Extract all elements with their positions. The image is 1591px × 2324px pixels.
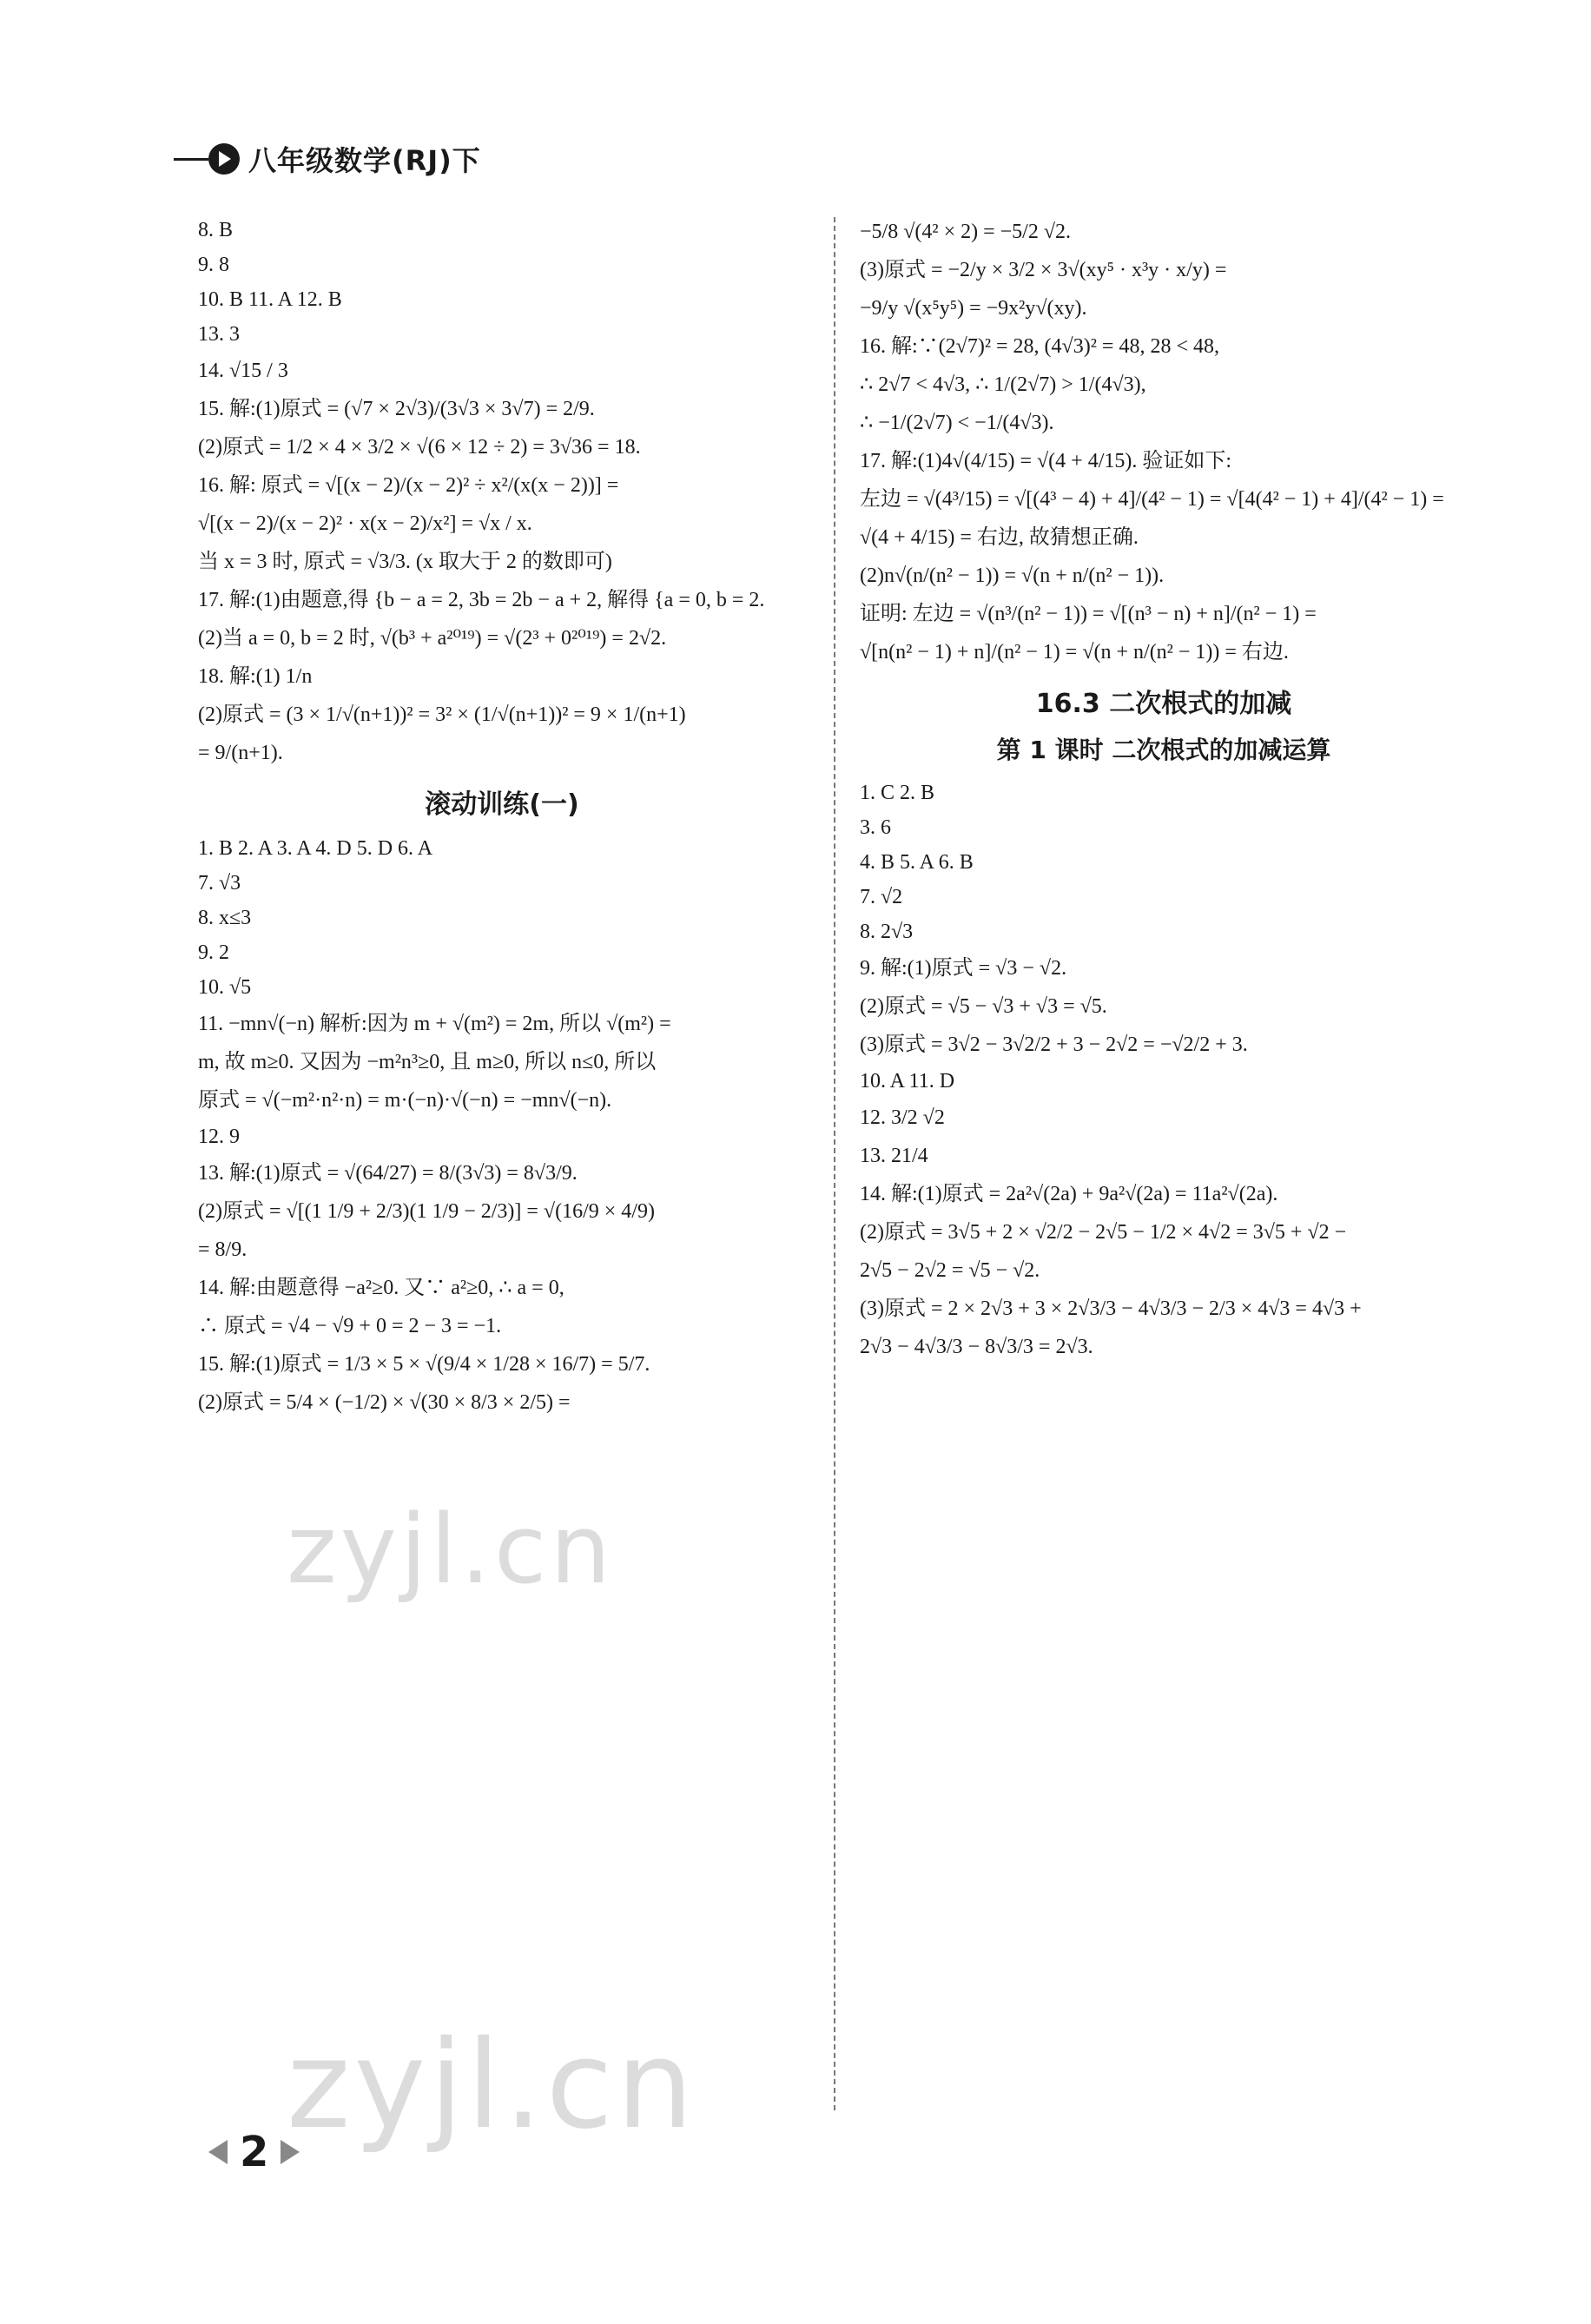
answer-item: m, 故 m≥0. 又因为 −m²n³≥0, 且 m≥0, 所以 n≤0, 所以: [198, 1051, 657, 1073]
answer-item: 18. 解:(1) 1/n: [198, 665, 313, 688]
answer-item: 14. 解:(1)原式 = 2a²√(2a) + 9a²√(2a) = 11a²√(2a).: [860, 1183, 1278, 1205]
section-title: 16.3 二次根式的加减: [1035, 689, 1292, 719]
answer-item: 11. −mn√(−n) 解析:因为 m + √(m²) = 2m, 所以 √(m²) =: [198, 1013, 671, 1035]
answer-item: 10. B 11. A 12. B: [198, 288, 342, 311]
answer-item: ∴ −1/(2√7) < −1/(4√3).: [860, 412, 1054, 434]
answer-item: (2)当 a = 0, b = 2 时, √(b³ + a²⁰¹⁹) = √(2³ + 0²⁰¹⁹) = 2√2.: [198, 627, 667, 650]
answer-item: ∴ 原式 = √4 − √9 + 0 = 2 − 3 = −1.: [198, 1315, 502, 1337]
triangle-left-icon: [208, 2140, 228, 2164]
answer-item: 4. B 5. A 6. B: [860, 851, 974, 874]
answer-item: 16. 解:∵(2√7)² = 28, (4√3)² = 48, 28 < 48,: [860, 335, 1219, 358]
page-footer: [208, 2128, 300, 2176]
answer-item: −5/8 √(4² × 2) = −5/2 √2.: [860, 221, 1071, 243]
watermark: zyjl.cn: [287, 1494, 615, 1605]
answer-item: (3)原式 = 2 × 2√3 + 3 × 2√3/3 − 4√3/3 − 2/3 × 4√3 = 4√3 +: [860, 1297, 1362, 1320]
answer-item: √[(x − 2)/(x − 2)² · x(x − 2)/x²] = √x / x.: [198, 512, 532, 535]
answer-item: 15. 解:(1)原式 = 1/3 × 5 × √(9/4 × 1/28 × 16/7) = 5/7.: [198, 1353, 650, 1376]
header-rule: [174, 158, 208, 161]
answer-item: = 8/9.: [198, 1238, 248, 1261]
answer-item: −9/y √(x⁵y⁵) = −9x²y√(xy).: [860, 297, 1087, 320]
answer-item: 8. x≤3: [198, 907, 252, 929]
answer-item: (3)原式 = 3√2 − 3√2/2 + 3 − 2√2 = −√2/2 + 3.: [860, 1033, 1248, 1056]
answer-item: (2)原式 = √[(1 1/9 + 2/3)(1 1/9 − 2/3)] = √(16/9 × 4/9): [198, 1200, 655, 1223]
answer-item: 10. A 11. D: [860, 1070, 955, 1093]
triangle-right-icon: [281, 2140, 300, 2164]
answer-item: 17. 解:(1)由题意,得 {b − a = 2, 3b = 2b − a + 2, 解得 {a = 0, b = 2.: [198, 589, 765, 611]
answer-item: 9. 解:(1)原式 = √3 − √2.: [860, 957, 1067, 980]
answer-item: = 9/(n+1).: [198, 742, 283, 764]
answer-item: 当 x = 3 时, 原式 = √3/3. (x 取大于 2 的数即可): [198, 551, 612, 573]
answer-item: 13. 3: [198, 323, 240, 346]
watermark: zyjl.cn: [287, 2015, 697, 2156]
answer-item: 10. √5: [198, 976, 252, 999]
right-column: [860, 213, 1468, 1366]
answer-item: 7. √3: [198, 872, 241, 895]
answer-item: 14. 解:由题意得 −a²≥0. 又∵ a²≥0, ∴ a = 0,: [198, 1277, 564, 1299]
answer-item: 13. 21/4: [860, 1145, 928, 1167]
answer-item: 8. B: [198, 219, 234, 241]
answer-item: 原式 = √(−m²·n²·n) = m·(−n)·√(−n) = −mn√(−n).: [198, 1089, 612, 1112]
page-header: [174, 139, 481, 179]
answer-item: 1. C 2. B: [860, 782, 935, 804]
play-logo-icon: [208, 143, 240, 175]
answer-item: 14. √15 / 3: [198, 360, 288, 382]
answer-item: (2)原式 = 5/4 × (−1/2) × √(30 × 8/3 × 2/5) =: [198, 1391, 571, 1414]
left-column: [198, 213, 806, 1422]
answer-item: 9. 2: [198, 941, 229, 964]
answer-item: 9. 8: [198, 254, 229, 276]
answer-item: 2√3 − 4√3/3 − 8√3/3 = 2√3.: [860, 1336, 1093, 1358]
answer-item: (2)原式 = √5 − √3 + √3 = √5.: [860, 995, 1107, 1018]
answer-item: ∴ 2√7 < 4√3, ∴ 1/(2√7) > 1/(4√3),: [860, 373, 1146, 396]
answer-item: 8. 2√3: [860, 921, 914, 943]
answer-item: 3. 6: [860, 816, 891, 839]
page-number: 2: [240, 2128, 269, 2176]
answer-item: (2)n√(n/(n² − 1)) = √(n + n/(n² − 1)).: [860, 564, 1165, 587]
answer-item: 2√5 − 2√2 = √5 − √2.: [860, 1259, 1040, 1282]
answer-item: (3)原式 = −2/y × 3/2 × 3√(xy⁵ · x³y · x/y) =: [860, 259, 1227, 281]
answer-item: 12. 3/2 √2: [860, 1106, 945, 1129]
answer-item: 证明: 左边 = √(n³/(n² − 1)) = √[(n³ − n) + n]/(n² − 1) =: [860, 603, 1317, 625]
answer-item: (2)原式 = 3√5 + 2 × √2/2 − 2√5 − 1/2 × 4√2 = 3√5 + √2 −: [860, 1221, 1347, 1244]
lesson-title: 第 1 课时 二次根式的加减运算: [996, 736, 1331, 764]
answer-item: √(4 + 4/15) = 右边, 故猜想正确.: [860, 526, 1139, 549]
section-title: 滚动训练(一): [425, 789, 579, 820]
answer-item: 15. 解:(1)原式 = (√7 × 2√3)/(3√3 × 3√7) = 2/9.: [198, 398, 595, 420]
answer-item: 16. 解: 原式 = √[(x − 2)/(x − 2)² ÷ x²/(x(x − 2))] =: [198, 474, 619, 497]
answer-item: 1. B 2. A 3. A 4. D 5. D 6. A: [198, 837, 433, 860]
answer-item: 17. 解:(1)4√(4/15) = √(4 + 4/15). 验证如下:: [860, 450, 1232, 472]
answer-item: 左边 = √(4³/15) = √[(4³ − 4) + 4]/(4² − 1) = √[4(4² − 1) + 4]/(4² − 1) =: [860, 488, 1444, 511]
answer-item: 12. 9: [198, 1126, 240, 1148]
answer-item: (2)原式 = (3 × 1/√(n+1))² = 3² × (1/√(n+1))² = 9 × 1/(n+1): [198, 703, 686, 726]
answer-item: 13. 解:(1)原式 = √(64/27) = 8/(3√3) = 8√3/9.: [198, 1162, 578, 1185]
book-title: 八年级数学(RJ)下: [248, 144, 481, 177]
answer-item: (2)原式 = 1/2 × 4 × 3/2 × √(6 × 12 ÷ 2) = 3√36 = 18.: [198, 436, 641, 459]
answer-item: 7. √2: [860, 886, 903, 908]
column-divider: [834, 217, 835, 2110]
answer-item: √[n(n² − 1) + n]/(n² − 1) = √(n + n/(n² − 1)) = 右边.: [860, 641, 1289, 664]
